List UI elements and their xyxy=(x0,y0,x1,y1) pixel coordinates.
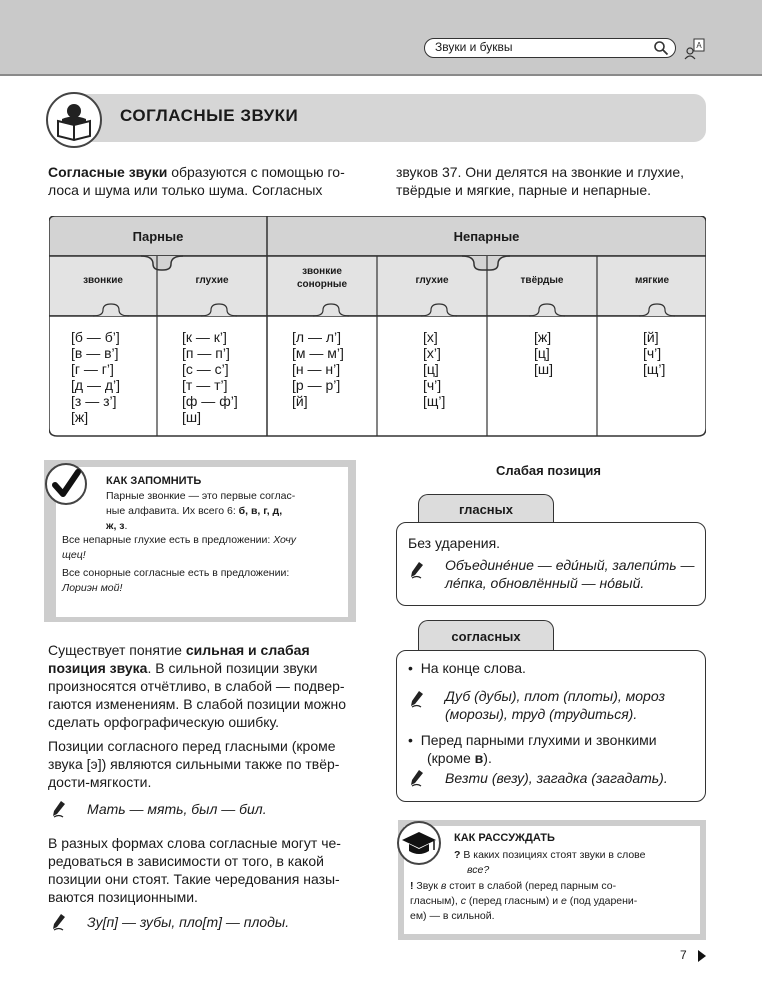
question-mark-icon: ? xyxy=(454,849,461,861)
cons-rule-2a: Перед парными глухими и звонкими xyxy=(420,732,657,748)
list-item: [в — в’] xyxy=(71,345,119,361)
body-p3-l1: В разных формах слова согласные могут че- xyxy=(48,835,341,851)
reason-heading: КАК РАССУЖДАТЬ xyxy=(454,832,555,844)
graduation-cap-icon xyxy=(396,820,442,866)
remember-p2-italic-1: Хочу xyxy=(273,534,297,546)
cons-rule-1-text: На конце слова. xyxy=(420,660,526,676)
cons-rule-2b-bold: в xyxy=(474,750,484,766)
list-item: [м — м’] xyxy=(292,345,344,361)
list-item: [п — п’] xyxy=(182,345,230,361)
body-p3-l4: ваются позиционными. xyxy=(48,889,198,905)
list-item: [н — н’] xyxy=(292,361,341,377)
tab-consonants: согласных xyxy=(418,620,554,652)
search-bar[interactable] xyxy=(424,38,676,58)
reason-answer xyxy=(410,879,690,924)
list-item: [б — б’] xyxy=(71,329,120,345)
list-item: [х] xyxy=(423,329,438,345)
list-item: [т — т’] xyxy=(182,377,228,393)
remember-p1 xyxy=(106,489,336,534)
col-sonorant-label xyxy=(267,265,377,291)
reason-answer-1b: в xyxy=(440,880,447,892)
reason-answer-2c: (перед гласным) и xyxy=(465,895,561,907)
checkmark-icon xyxy=(44,462,88,506)
list-item: [д — д’] xyxy=(71,377,121,393)
body-p3-l2: редоваться в зависимости от того, в какой xyxy=(48,853,324,869)
unpaired-label: Непарные xyxy=(453,229,520,244)
reason-question xyxy=(454,848,694,878)
list-item: [ш] xyxy=(182,409,202,425)
cons-example-1a: Дуб (дубы), плот (плоты), мороз xyxy=(445,688,665,704)
intro-right-line-1: звуков 37. Они делятся на звонкие и глухие, xyxy=(396,164,685,180)
intro-right-line-2: твёрдые и мягкие, парные и непарные. xyxy=(396,182,652,198)
list-item: [щ’] xyxy=(423,393,446,409)
search-icon[interactable] xyxy=(653,40,669,56)
vowels-rule: Без ударения. xyxy=(408,535,501,551)
reason-answer-1a: Звук xyxy=(416,880,441,892)
col-soft-label: мягкие xyxy=(634,275,670,286)
col-sonorant-list xyxy=(292,329,344,409)
tab-vowels: гласных xyxy=(418,494,554,524)
intro-right xyxy=(396,163,708,199)
col-voiceless-label: глухие xyxy=(195,275,229,286)
intro-left-line-2: лоса и шума или только шума. Согласных xyxy=(48,182,323,198)
example-1: Мать — мять, был — бил. xyxy=(87,801,267,817)
body-p2-l2: звука [э]) являются сильными также по твёр- xyxy=(48,756,340,772)
intro-bold: Согласные звуки xyxy=(48,164,168,180)
reason-answer-2e: (под ударени- xyxy=(566,895,638,907)
consonant-table-frame xyxy=(49,216,706,438)
page-title: СОГЛАСНЫЕ ЗВУКИ xyxy=(120,106,299,125)
body-p3-l3: позиции они стоят. Такие чередования назы- xyxy=(48,871,340,887)
remember-p1-line-2: ные алфавита. Их всего 6: xyxy=(106,505,239,517)
page-number: 7 xyxy=(680,948,687,962)
svg-text:A: A xyxy=(696,41,702,50)
remember-p3-text: Все сонорные согласные есть в предложении: xyxy=(62,567,290,579)
list-item: [ш] xyxy=(534,361,554,377)
reason-answer-2d: е xyxy=(560,895,567,907)
bullet: • xyxy=(408,732,421,748)
pencil-icon xyxy=(409,769,425,787)
body-p1-l1-bold: сильная и слабая xyxy=(185,642,310,658)
body-p2-l1: Позиции согласного перед гласными (кроме xyxy=(48,738,336,754)
list-item: [ф — ф’] xyxy=(182,393,238,409)
body-p1-l1: Существует понятие xyxy=(48,642,186,658)
next-page-arrow-icon[interactable] xyxy=(698,950,706,962)
list-item: [щ’] xyxy=(643,361,666,377)
body-p1-l5: сделать орфографическую ошибку. xyxy=(48,714,280,730)
remember-p1-bold-2: ж, з xyxy=(106,520,125,532)
list-item: [й] xyxy=(643,329,659,345)
vowels-example-1: Объедине́ние — еди́ный, залепи́ть — xyxy=(445,557,695,573)
remember-p1-line-1: Парные звонкие — это первые соглас- xyxy=(106,490,296,502)
list-item: [г — г’] xyxy=(71,361,114,377)
cons-example-2: Везти (везу), загадка (загадать). xyxy=(445,770,668,786)
intro-left xyxy=(48,163,360,199)
body-p1 xyxy=(48,641,358,731)
intro-left-line-1: образуются с помощью го- xyxy=(167,164,345,180)
vowels-example-2: ле́пка, обновлённый — но́вый. xyxy=(445,575,645,591)
col-unpaired-voiceless-label: глухие xyxy=(415,275,449,286)
user-book-icon xyxy=(684,38,706,60)
remember-p2-text: Все непарные глухие есть в предложении: xyxy=(62,534,274,546)
body-p1-l4: гаются изменениям. В слабой позиции можно xyxy=(48,696,347,712)
list-item: [р — р’] xyxy=(292,377,341,393)
col-hard-list xyxy=(534,329,553,377)
body-p1-l3: произносятся отчётливо, в слабой — подвер- xyxy=(48,678,345,694)
list-item: [ч’] xyxy=(643,345,662,361)
col-soft-list xyxy=(643,329,665,377)
list-item: [ч’] xyxy=(423,377,442,393)
pencil-icon xyxy=(51,913,67,931)
remember-p2-italic-2: щец! xyxy=(62,549,86,561)
body-p1-l2: . В сильной позиции звуки xyxy=(147,660,318,676)
cons-rule-2 xyxy=(408,731,698,767)
col-voiceless-list xyxy=(182,329,238,425)
weak-heading: Слабая позиция xyxy=(496,463,601,478)
body-p3 xyxy=(48,834,358,906)
list-item: [ж] xyxy=(534,329,552,345)
remember-p3-italic: Лориэн мой! xyxy=(62,582,123,594)
list-item: [л — л’] xyxy=(292,329,342,345)
list-item: [ж] xyxy=(71,409,89,425)
remember-heading: КАК ЗАПОМНИТЬ xyxy=(106,475,202,487)
list-item: [ц] xyxy=(534,345,550,361)
remember-p3 xyxy=(62,566,337,596)
pencil-icon xyxy=(409,561,425,579)
cons-rule-1 xyxy=(408,659,526,677)
remember-p1-end: . xyxy=(124,520,128,532)
col-unpaired-voiceless-list xyxy=(423,329,445,409)
col-sonorant-label-1: звонкие xyxy=(302,266,342,277)
exclamation-icon: ! xyxy=(410,880,414,892)
cons-example-1 xyxy=(445,687,693,723)
body-p2-l3: дости-мягкости. xyxy=(48,774,152,790)
list-item: [ц] xyxy=(423,361,439,377)
example-2: Зу[п] — зубы, пло[т] — плоды. xyxy=(87,914,290,930)
list-item: [к — к’] xyxy=(182,329,227,345)
cons-rule-2b: (кроме xyxy=(427,750,475,766)
list-item: [с — с’] xyxy=(182,361,229,377)
remember-p2 xyxy=(62,533,337,563)
cons-rule-2b-end: ). xyxy=(483,750,492,766)
list-item: [з — з’] xyxy=(71,393,117,409)
list-item: [х’] xyxy=(423,345,441,361)
bullet: • xyxy=(408,660,421,676)
col-hard-label: твёрдые xyxy=(520,275,564,286)
remember-p1-bold: б, в, г, д, xyxy=(238,505,283,517)
reader-icon xyxy=(46,92,102,148)
body-p2 xyxy=(48,737,358,791)
col-voiced-list xyxy=(71,329,120,425)
search-text: Звуки и буквы xyxy=(435,40,513,54)
reason-question-1: В каких позициях стоят звуки в слове xyxy=(463,849,646,861)
reason-question-2: все? xyxy=(467,864,490,876)
reason-answer-1c: стоит в слабой (перед парным со- xyxy=(446,880,617,892)
list-item: [й] xyxy=(292,393,308,409)
reason-answer-3: ем) — в сильной. xyxy=(410,910,495,922)
reason-answer-2b: с xyxy=(460,895,466,907)
pencil-icon xyxy=(51,800,67,818)
cons-example-1b: (морозы), труд (трудиться). xyxy=(445,706,638,722)
body-p1-l2-bold: позиция звука xyxy=(48,660,148,676)
pencil-icon xyxy=(409,690,425,708)
col-sonorant-label-2: сонорные xyxy=(296,279,348,290)
reason-answer-2a: гласным), xyxy=(410,895,461,907)
col-voiced-label: звонкие xyxy=(83,275,123,286)
paired-label: Парные xyxy=(132,229,184,244)
vowels-example xyxy=(445,556,695,592)
